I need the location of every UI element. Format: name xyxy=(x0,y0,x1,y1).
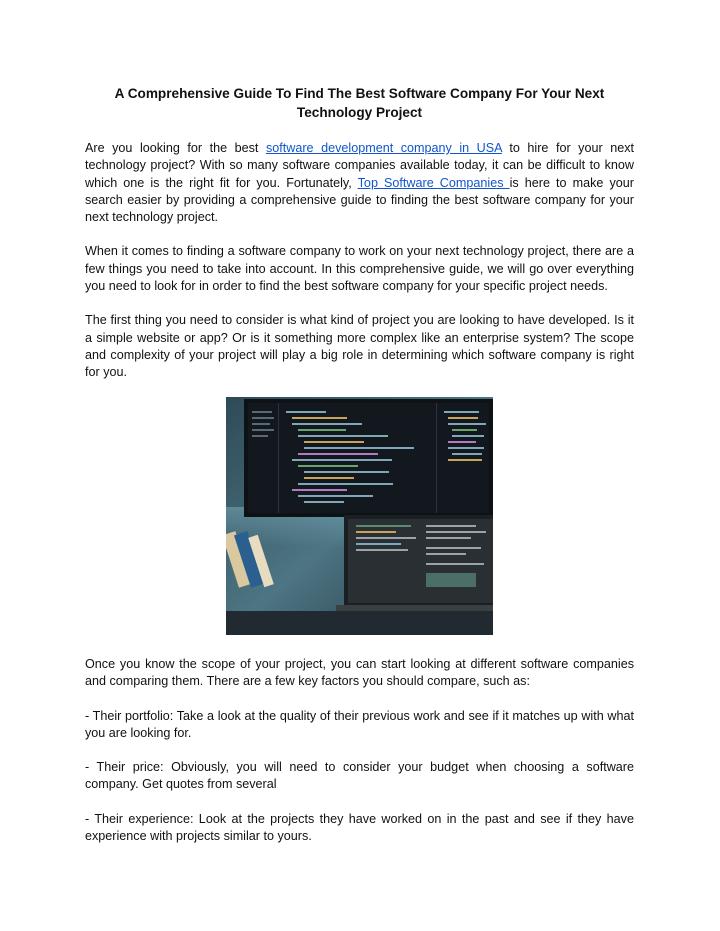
intro-text-1: Are you looking for the best xyxy=(85,141,266,155)
list-item-price: - Their price: Obviously, you will need to consider your budget when choosing a software company. Get quotes from several xyxy=(85,760,634,792)
page-title: A Comprehensive Guide To Find The Best Software Company For Your Next Technology Project xyxy=(114,86,605,120)
software-development-company-link[interactable]: software development company in USA xyxy=(265,141,502,155)
code-screens-illustration xyxy=(226,397,493,635)
document-page xyxy=(85,84,634,399)
paragraph-project-kind: The first thing you need to consider is what kind of project you are looking to have developed. Is it a simple website or app? Or is it something more complex like an enterprise system? The scope and complexity of your project will play a big role in determining which software company is right for you. xyxy=(85,313,634,380)
list-item-experience: - Their experience: Look at the projects they have worked on in the past and see if they have experience with projects similar to yours. xyxy=(85,811,634,844)
paragraph-considerations: When it comes to finding a software company to work on your next technology project, there are a few things you need to take into account. In this comprehensive guide, we will go over everything you need to look for in order to find the best software company for your specific project needs. xyxy=(85,244,634,294)
top-software-companies-link[interactable]: Top Software Companies xyxy=(357,175,510,190)
document-continued xyxy=(85,656,634,862)
code-screens-photo xyxy=(226,397,493,635)
list-item-portfolio: - Their portfolio: Take a look at the quality of their previous work and see if it matches up with what you are looking for. xyxy=(85,708,634,740)
intro-text-2: to hire for your next technology project? With so many software companies available today, it can be difficult to know which one is the right fit for you. Fortunately, xyxy=(85,141,634,190)
paragraph-compare-factors: Once you know the scope of your project, you can start looking at different software companies and comparing them. There are a few key factors you should compare, such as: xyxy=(85,657,634,689)
intro-paragraph xyxy=(85,140,634,226)
intro-text-3: is here to make your search easier by providing a comprehensive guide to finding the best software company for your next technology project. xyxy=(85,175,634,225)
